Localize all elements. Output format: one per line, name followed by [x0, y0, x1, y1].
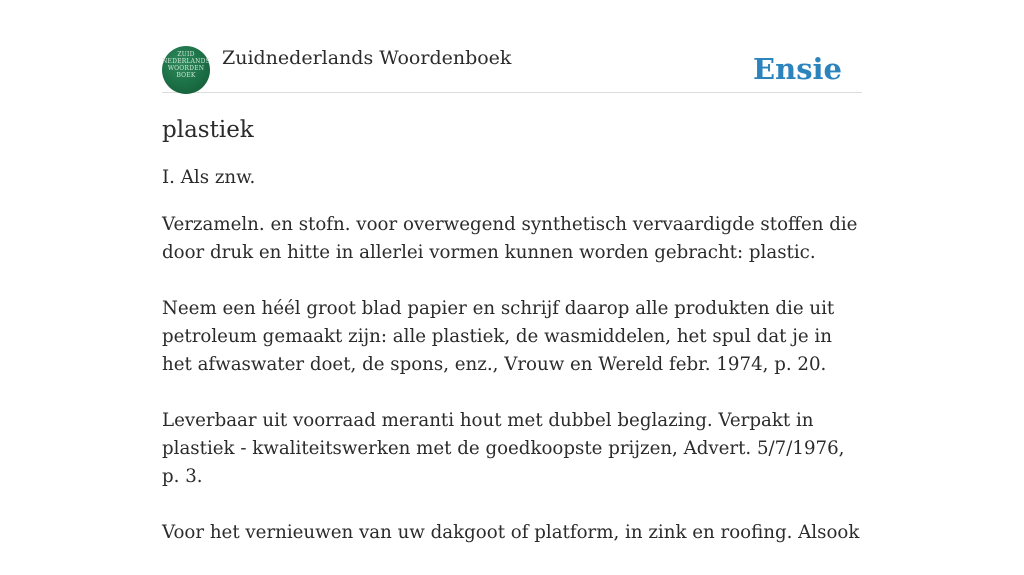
example-quote: Voor het vernieuwen van uw dakgoot of platform, in zink en roofing. Alsook [162, 522, 860, 543]
example-quote: Neem een héél groot blad papier en schrijf daarop alle produkten die uit petroleum gemaakt zijn: alle plastiek, de wasmiddelen, het spul dat je in het afwaswater doet, de spons, enz., Vrouw en Wereld febr. 1974, p. 20. [162, 298, 835, 375]
entry-definition: Verzameln. en stofn. voor overwegend synthetisch vervaardigde stoffen die door druk en hitte in allerlei vormen kunnen worden gebracht: plastic. [162, 214, 858, 263]
part-of-speech: I. Als znw. [162, 167, 256, 188]
ensie-brand-link[interactable]: Ensie [753, 52, 842, 86]
zuidnederlands-woordenboek-logo[interactable] [162, 46, 210, 94]
site-header [162, 46, 862, 93]
dictionary-title-link[interactable]: Zuidnederlands Woordenboek [222, 47, 512, 69]
entry-headword: plastiek [162, 117, 254, 143]
entry-content [162, 112, 862, 575]
logo-text-line: BOEK [176, 72, 196, 79]
logo-text-line: ZUID [177, 51, 195, 58]
logo-text-line: NEDERLANDS [162, 58, 210, 65]
logo-text-line: WOORDEN [167, 65, 205, 72]
example-quote: Leverbaar uit voorraad meranti hout met dubbel beglazing. Verpakt in plastiek - kwaliteitswerken met de goedkoopste prijzen, Advert. 5/7/1976, p. 3. [162, 410, 845, 487]
